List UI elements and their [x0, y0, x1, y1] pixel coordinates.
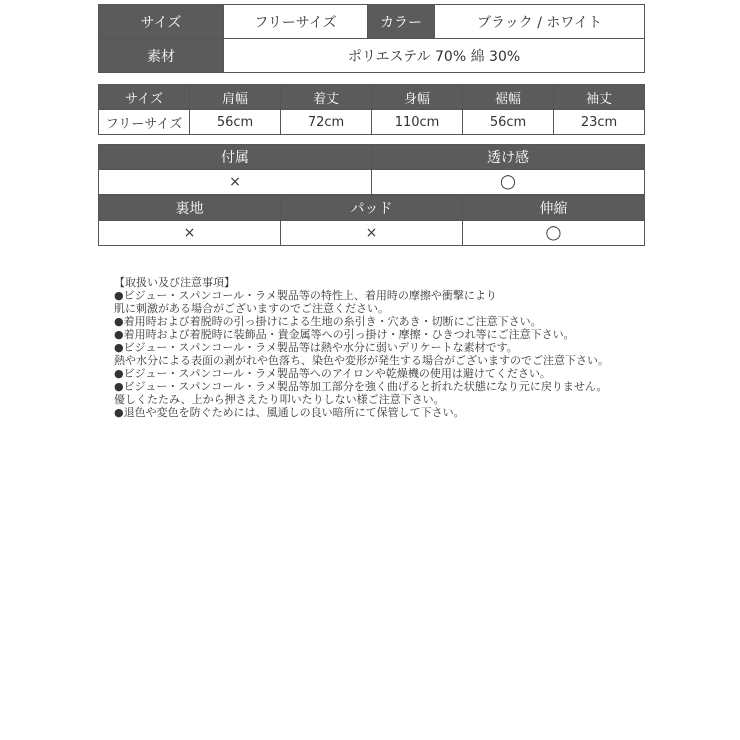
lining-value: × [99, 221, 281, 246]
material-value: ポリエステル 70% 綿 30% [224, 39, 645, 73]
features-top-value-row [99, 170, 645, 195]
size-value-row [99, 110, 645, 135]
padding-label: パッド [281, 196, 463, 221]
care-note-line: ●着用時および着脱時の引っ掛けによる生地の糸引き・穴あき・切断にご注意下さい。 [114, 315, 542, 328]
care-note-line: ●ビジュー・スパンコール・ラメ製品等加工部分を強く曲げると折れた状態になり元に戻りません。 [114, 380, 608, 393]
features-top-header-row [99, 145, 645, 170]
size-table [98, 84, 645, 135]
features-bottom-header-row [99, 196, 645, 221]
features-table-bottom [98, 195, 645, 246]
material-label: 素材 [99, 39, 224, 73]
care-note-line: ●ビジュー・スパンコール・ラメ製品等へのアイロンや乾燥機の使用は避けてください。 [114, 367, 551, 380]
color-value: ブラック / ホワイト [435, 5, 645, 39]
accessories-label: 付属 [99, 145, 372, 170]
spec-row-size-color [99, 5, 645, 39]
color-label: カラー [368, 5, 435, 39]
size-header-size: サイズ [99, 85, 190, 110]
spec-row-material [99, 39, 645, 73]
accessories-value: × [99, 170, 372, 195]
size-value-hem: 56cm [463, 110, 554, 135]
features-bottom-value-row [99, 221, 645, 246]
size-header-length: 着丈 [281, 85, 372, 110]
size-value-chest: 110cm [372, 110, 463, 135]
size-label: サイズ [99, 5, 224, 39]
care-note-line: ●ビジュー・スパンコール・ラメ製品等は熱や水分に弱いデリケートな素材です。 [114, 341, 518, 354]
stretch-label: 伸縮 [463, 196, 645, 221]
care-note-line: ●着用時および着脱時に装飾品・貴金属等への引っ掛け・摩擦・ひきつれ等にご注意下さい。 [114, 328, 575, 341]
size-value: フリーサイズ [224, 5, 368, 39]
spec-table [98, 4, 645, 73]
size-value-length: 72cm [281, 110, 372, 135]
stretch-value: ◯ [463, 221, 645, 246]
size-header-sleeve: 袖丈 [554, 85, 645, 110]
size-header-shoulder: 肩幅 [190, 85, 281, 110]
care-note-line: 熱や水分による表面の剥がれや色落ち、染色や変形が発生する場合がございますのでご注意下さい。 [114, 354, 609, 367]
padding-value: × [281, 221, 463, 246]
care-note-line: ●ビジュー・スパンコール・ラメ製品等の特性上、着用時の摩擦や衝撃により [114, 289, 497, 302]
care-note-line: 肌に刺激がある場合がございますのでご注意ください。 [114, 302, 389, 315]
care-notes [114, 276, 634, 419]
care-note-line: ●退色や変色を防ぐためには、風通しの良い暗所にて保管して下さい。 [114, 406, 465, 419]
lining-label: 裏地 [99, 196, 281, 221]
care-note-line: 優しくたたみ、上から押さえたり叩いたりしない様ご注意下さい。 [114, 393, 445, 406]
size-header-row [99, 85, 645, 110]
sheerness-label: 透け感 [372, 145, 645, 170]
size-value-shoulder: 56cm [190, 110, 281, 135]
size-value-size: フリーサイズ [99, 110, 190, 135]
size-header-hem: 裾幅 [463, 85, 554, 110]
sheerness-value: ◯ [372, 170, 645, 195]
features-table-top [98, 144, 645, 195]
size-value-sleeve: 23cm [554, 110, 645, 135]
care-notes-title: 【取扱い及び注意事項】 [114, 276, 235, 289]
size-header-chest: 身幅 [372, 85, 463, 110]
